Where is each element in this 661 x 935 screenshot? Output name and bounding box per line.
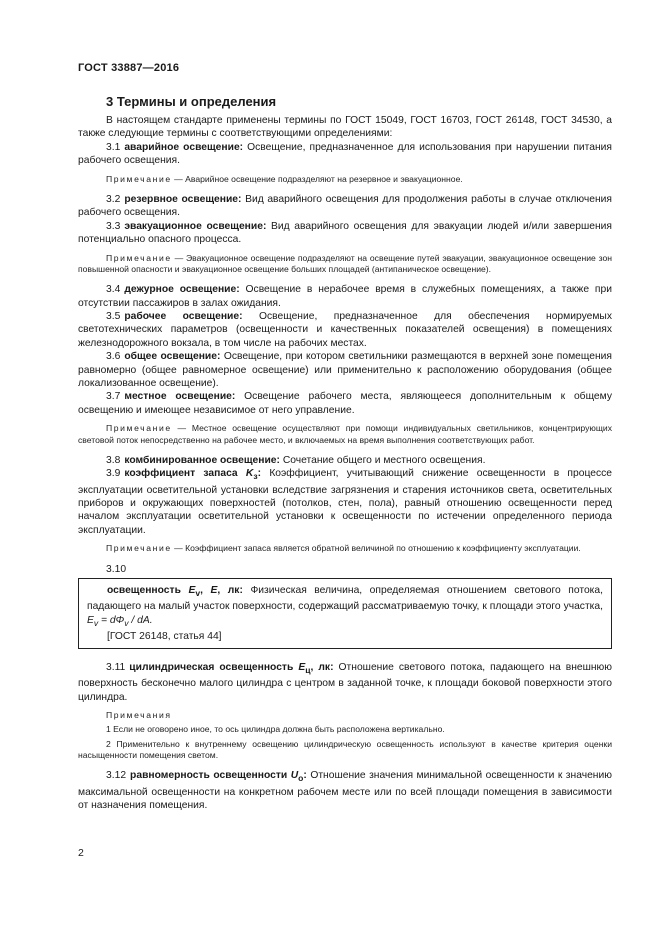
term-definition: Освещение, предназначенное для использования при нарушении питания рабочего освещения. (78, 141, 612, 167)
term-symbol: E (298, 661, 306, 673)
note-label: Примечание (106, 423, 172, 434)
term-3-10: освещенность $E_v$, E, лк: Физическая величина, определяемая отношением светового потока, падающего на малый участок поверхности, содержащий рассматриваемую точку, к площади этого участка, $E_v = d\Phi_v$ / dA. (87, 584, 603, 628)
term-symbol: E (188, 584, 196, 596)
term-reference: [ГОСТ 26148, статья 44] (107, 631, 222, 643)
term-name: освещенность (107, 584, 181, 596)
term-3-10-box (78, 578, 612, 649)
term-number: 3.2 (106, 193, 121, 205)
term-definition: Отношение светового потока, падающего на внешнюю поверхность бесконечно малого цилиндра с центром в заданной точке, к площади боковой поверхности этого цилиндра. (78, 661, 613, 703)
formula: $E_v = d\Phi_v$ / dA. (87, 614, 153, 628)
note-text: — Местное освещение осуществляют при помощи индивидуальных светильников, концентрирующих световой поток непосредственно на рабочее место, и включаемых на время выполнения соответствующих работ. (78, 423, 612, 445)
term-definition: Физическая величина, определяемая отношением светового потока, падающего на малый участок поверхности, содержащий рассматриваемую точку, к площади этого участка, (87, 584, 603, 613)
term-3-7 (78, 390, 612, 417)
term-name: рабочее освещение: (124, 310, 243, 322)
term-definition: Освещение рабочего места, являющееся дополнительным к общему освещению и имеющее независимое от него управление. (78, 391, 612, 416)
term-name: цилиндрическая освещенность (129, 661, 294, 673)
intro-paragraph: В настоящем стандарте применены термины по ГОСТ 15049, ГОСТ 16703, ГОСТ 26148, ГОСТ 34530, а также следующие термины с соответствующими определениями: (78, 115, 612, 140)
note-text: — Аварийное освещение подразделяют на резервное и эвакуационное. (174, 173, 463, 184)
term-name: равномерность освещенности (130, 770, 288, 782)
term-symbol-subscript: з (253, 471, 258, 482)
document-code: ГОСТ 33887—2016 (78, 62, 180, 74)
term-name: местное освещение: (124, 391, 236, 403)
term-symbol: K (245, 468, 254, 480)
note-label: Примечание (106, 252, 172, 263)
term-name: резервное освещение: (124, 193, 242, 205)
term-number: 3.11 (106, 661, 126, 673)
page-number: 2 (78, 847, 84, 859)
note-3-3 (78, 253, 612, 276)
term-number: 3.4 (106, 284, 121, 296)
note-3-11-2: 2 Применительно к внутреннему освещению цилиндрическую освещенность используют в качестве критерия оценки насыщенности помещения светом. (78, 738, 612, 760)
term-symbol-subscript: v (195, 588, 201, 599)
term-name: комбинированное освещение: (124, 454, 280, 466)
term-3-5 (78, 310, 612, 350)
term-number: 3.6 (106, 351, 121, 363)
term-definition: Освещение, предназначенное для обеспечения нормируемых светотехнических параметров (освещенности и качественных показателей освещения) в помещениях железнодорожного вокзала, в том числе на рабочих местах. (78, 310, 612, 349)
term-3-3 (78, 220, 612, 247)
term-3-4 (78, 283, 612, 310)
notes-3-11-label (78, 710, 612, 721)
term-name: эвакуационное освещение: (124, 220, 267, 232)
section-content (78, 114, 612, 812)
term-name: дежурное освещение: (124, 284, 240, 296)
term-number: 3.7 (106, 391, 121, 403)
term-name: коэффициент запаса (124, 468, 238, 480)
term-3-8 (78, 454, 612, 467)
term-definition: Освещение в нерабочее время в служебных помещениях, а также при отсутствии пассажиров в залах ожидания. (78, 284, 612, 309)
term-name: аварийное освещение: (124, 141, 244, 153)
note-text: — Коэффициент запаса является обратной величиной по отношению к коэффициенту эксплуатации. (174, 543, 581, 554)
term-number: 3.3 (106, 220, 121, 232)
term-definition: Отношение значения минимальной освещенности к значению максимальной освещенности на конкретном рабочем месте или по всей площади помещения в зависимости от назначения помещения. (78, 770, 612, 812)
term-3-11: 3.11 цилиндрическая освещенность $E_ц$, лк: Отношение светового потока, падающего на внешнюю поверхность бесконечно малого цилиндра с центром в заданной точке, к площади боковой поверхности этого цилиндра. (78, 661, 613, 703)
term-definition: Сочетание общего и местного освещения. (282, 454, 486, 466)
term-definition: Освещение, при котором светильники размещаются в верхней зоне помещения равномерно (общее равномерное освещение) или применительно к расположению оборудования (общее локализованное освещение). (78, 351, 612, 389)
term-number: 3.1 (106, 141, 121, 153)
term-definition: Вид аварийного освещения для эвакуации людей и/или завершения потенциально опасного процесса. (78, 220, 612, 246)
note-label: Примечание (106, 543, 172, 554)
term-3-2 (78, 193, 612, 220)
note-label: Примечание (106, 173, 172, 184)
term-definition: Вид аварийного освещения для продолжения работы в случае отключения рабочего освещения. (78, 193, 612, 219)
term-definition: Коэффициент, учитывающий снижение освещенности в процессе эксплуатации осветительной установки вследствие загрязнения и старения источников света, осветительных приборов и окружающих поверхностей (потолков, стен, пола), равный отношению освещенности перед началом эксплуатации осветительной установки к освещенности по истечении определенного периода эксплуатации. (78, 468, 612, 536)
term-3-1 (78, 141, 612, 168)
note-3-7 (78, 423, 612, 446)
term-number: 3.12 (106, 770, 127, 782)
term-3-9: 3.9 коэффициент запаса $K_з$: Коэффициент, учитывающий снижение освещенности в процессе эксплуатации осветительной установки вследствие загрязнения и старения источников света, осветительных приборов и окружающих поверхностей (потолков, стен, пола), равный отношению освещенности перед началом эксплуатации осветительной установки к освещенности по истечении определенного периода эксплуатации. (78, 468, 612, 536)
notes-label: Примечания (106, 709, 172, 720)
term-3-12: 3.12 равномерность освещенности $U_о$: Отношение значения минимальной освещенности к значению максимальной освещенности на конкретном рабочем месте или по всей площади помещения в зависимости от назначения помещения. (78, 770, 612, 812)
note-3-11-1: 1 Если не оговорено иное, то ось цилиндра должна быть расположена вертикально. (106, 724, 445, 735)
term-number: 3.9 (106, 468, 121, 480)
term-symbol-subscript: о (298, 773, 304, 784)
term-symbol-subscript: ц (305, 664, 311, 675)
note-3-9 (78, 543, 612, 554)
section-title: 3 Термины и определения (106, 94, 277, 109)
term-number: 3.8 (106, 454, 121, 466)
term-name: общее освещение: (124, 351, 221, 363)
term-3-6 (78, 350, 612, 390)
note-3-1 (78, 174, 612, 185)
term-symbol: U (290, 770, 299, 782)
term-symbol-alt: E (210, 584, 218, 596)
term-3-10-number: 3.10 (106, 563, 127, 575)
note-text: — Эвакуационное освещение подразделяют на освещение путей эвакуации, эвакуационное освещение зон повышенной опасности и эвакуационное освещение больших площадей (антипаническое освещение). (78, 252, 612, 274)
term-number: 3.5 (106, 310, 121, 322)
